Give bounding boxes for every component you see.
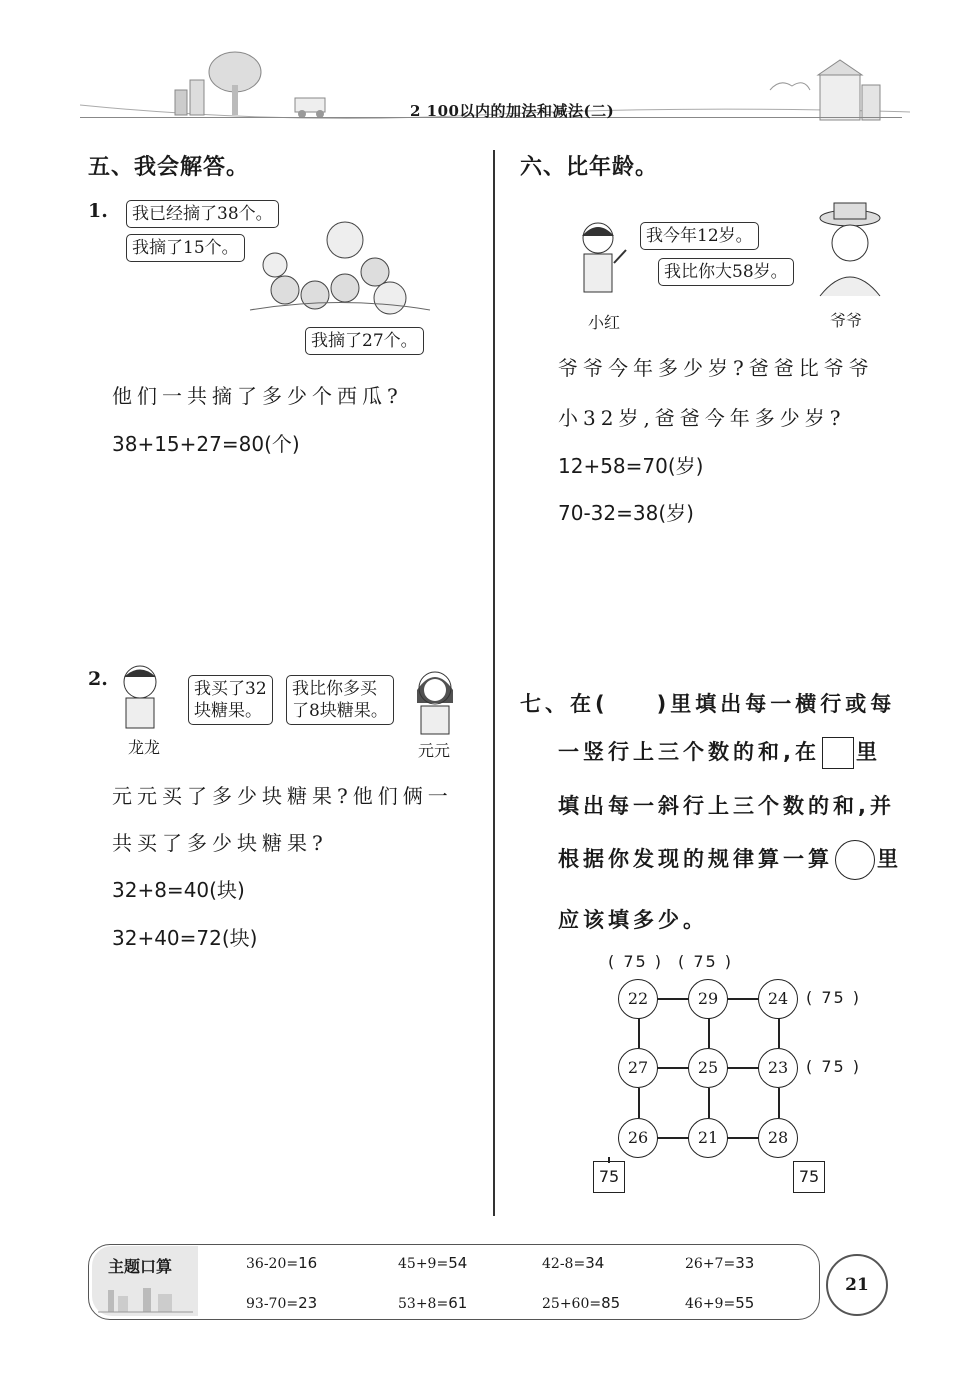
q2-question-line2: 共买了多少块糖果? xyxy=(112,831,328,855)
column-divider xyxy=(493,150,495,1216)
calc-expr: 45+9= xyxy=(398,1256,449,1272)
calc-expr: 26+7= xyxy=(685,1256,736,1272)
calc-answer: 54 xyxy=(448,1254,468,1272)
q2-bubble-1 xyxy=(188,675,273,725)
s6-question-line1: 爷爷今年多少岁?爸爸比爷爷 xyxy=(558,356,874,380)
q2-number: 2. xyxy=(88,668,108,690)
calc-answer: 85 xyxy=(601,1294,621,1312)
grid-line xyxy=(727,1067,759,1069)
grid-cell: 25 xyxy=(688,1048,728,1088)
grid-cell: 23 xyxy=(758,1048,798,1088)
calc-1-3 xyxy=(542,1254,604,1272)
calc-answer: 33 xyxy=(735,1254,755,1272)
section5-title: 五、我会解答。 xyxy=(88,155,250,180)
mental-math-label: 主题口算 xyxy=(108,1257,173,1276)
s7-line4-b: 里 xyxy=(877,847,902,871)
s7-line2 xyxy=(558,736,881,769)
name-yuanyuan: 元元 xyxy=(418,741,451,760)
s6-bubble-1: 我今年12岁。 xyxy=(640,222,759,250)
calc-answer: 34 xyxy=(585,1254,605,1272)
s6-bubble-2: 我比你大58岁。 xyxy=(658,258,794,286)
grid-cell: 24 xyxy=(758,979,798,1019)
s6-answer-1: 12+58=70(岁) xyxy=(558,454,704,478)
s7-inline-circle xyxy=(835,840,875,880)
grid-line xyxy=(727,998,759,1000)
diagonal-sum-left: 75 xyxy=(593,1161,625,1193)
calc-expr: 93-70= xyxy=(246,1296,299,1312)
q2-question-line1: 元元买了多少块糖果?他们俩一 xyxy=(112,784,453,808)
calc-answer: 55 xyxy=(735,1294,755,1312)
s7-line2-b: 里 xyxy=(855,740,881,764)
q1-bubble-1: 我已经摘了38个。 xyxy=(126,200,279,228)
section6-title: 六、比年龄。 xyxy=(520,155,659,180)
calc-expr: 36-20= xyxy=(246,1256,299,1272)
col-sum-2: ( 75 ) xyxy=(678,952,734,971)
q2-bubble-2-line2: 了8块糖果。 xyxy=(292,701,388,721)
grid-line xyxy=(778,1088,780,1118)
grid-line xyxy=(657,1067,689,1069)
q2-bubble-2 xyxy=(286,675,394,725)
s7-line4 xyxy=(558,840,902,880)
grid-cell: 28 xyxy=(758,1118,798,1158)
calc-1-2 xyxy=(398,1254,467,1272)
q2-bubble-1-line2: 块糖果。 xyxy=(194,701,262,721)
s7-line1-a: 七、在( xyxy=(520,692,609,716)
q2-bubble-2-line1: 我比你多买 xyxy=(292,679,377,699)
calc-1-4 xyxy=(685,1254,754,1272)
s7-line1-b: )里填出每一横行或每 xyxy=(656,692,896,716)
col-sum-1: ( 75 ) xyxy=(608,952,664,971)
xiaohong-girl-icon xyxy=(568,218,638,298)
calc-expr: 53+8= xyxy=(398,1296,449,1312)
grid-cell: 21 xyxy=(688,1118,728,1158)
grid-line xyxy=(638,1088,640,1118)
name-xiaohong: 小红 xyxy=(588,313,621,332)
calc-2-4 xyxy=(685,1294,754,1312)
q1-bubble-2: 我摘了15个。 xyxy=(126,234,245,262)
grid-line xyxy=(657,1137,689,1139)
q1-bubble-3: 我摘了27个。 xyxy=(305,327,424,355)
q2-bubble-1-line1: 我买了32 xyxy=(194,679,267,699)
row-sum-1: ( 75 ) xyxy=(806,988,862,1007)
chapter-title: 2 100以内的加法和减法(二) xyxy=(410,102,615,120)
calc-2-3 xyxy=(542,1294,620,1312)
calc-expr: 25+60= xyxy=(542,1296,602,1312)
diagonal-sum-right: 75 xyxy=(793,1161,825,1193)
q2-answer-1: 32+8=40(块) xyxy=(112,878,245,902)
calc-2-2 xyxy=(398,1294,467,1312)
watermelon-animals-illustration xyxy=(240,210,440,325)
grid-line xyxy=(778,1018,780,1048)
s7-line4-a: 根据你发现的规律算一算 xyxy=(558,847,833,871)
calc-2-1 xyxy=(246,1294,317,1312)
s7-inline-box xyxy=(822,737,854,769)
calc-expr: 42-8= xyxy=(542,1256,586,1272)
s7-line3: 填出每一斜行上三个数的和,并 xyxy=(558,794,895,818)
name-grandpa: 爷爷 xyxy=(830,311,863,330)
row-sum-2: ( 75 ) xyxy=(806,1057,862,1076)
grid-cell: 26 xyxy=(618,1118,658,1158)
q1-answer: 38+15+27=80(个) xyxy=(112,432,300,456)
grid-cell: 22 xyxy=(618,979,658,1019)
s6-answer-2: 70-32=38(岁) xyxy=(558,501,694,525)
grid-cell: 29 xyxy=(688,979,728,1019)
q1-question: 他们一共摘了多少个西瓜? xyxy=(112,384,403,408)
calc-answer: 61 xyxy=(448,1294,468,1312)
footer-city-decoration xyxy=(98,1280,193,1314)
s6-question-line2: 小32岁,爸爸今年多少岁? xyxy=(558,406,846,430)
grid-line xyxy=(727,1137,759,1139)
grid-line xyxy=(708,1018,710,1048)
grid-line xyxy=(657,998,689,1000)
grid-line xyxy=(638,1018,640,1048)
grid-cell: 27 xyxy=(618,1048,658,1088)
longlong-boy-icon xyxy=(112,662,172,737)
grid-line xyxy=(708,1088,710,1118)
calc-expr: 46+9= xyxy=(685,1296,736,1312)
yuanyuan-girl-icon xyxy=(405,668,465,738)
s7-line5: 应该填多少。 xyxy=(558,908,708,932)
q2-answer-2: 32+40=72(块) xyxy=(112,926,258,950)
grandpa-icon xyxy=(812,198,887,298)
s7-line2-a: 一竖行上三个数的和,在 xyxy=(558,740,820,764)
calc-1-1 xyxy=(246,1254,317,1272)
s7-line1 xyxy=(520,688,895,718)
name-longlong: 龙龙 xyxy=(128,738,161,757)
q1-number: 1. xyxy=(88,200,108,222)
calc-answer: 23 xyxy=(298,1294,318,1312)
calc-answer: 16 xyxy=(298,1254,318,1272)
page-number: 21 xyxy=(826,1254,888,1316)
